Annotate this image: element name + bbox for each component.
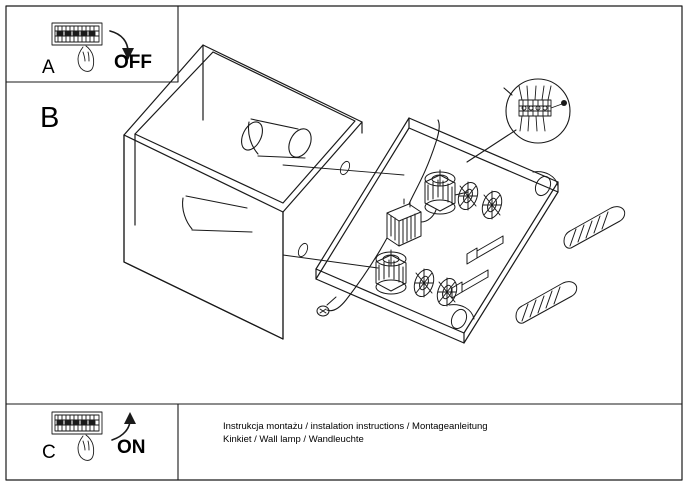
plate-screw <box>317 297 336 316</box>
arrow-up-on <box>112 412 136 440</box>
panel-b-letter: B <box>40 102 60 134</box>
wiring <box>327 120 439 311</box>
detail-terminal-zoom <box>519 86 567 131</box>
wall-plug-upper <box>564 207 625 249</box>
panel-a-state-label: OFF <box>114 52 152 73</box>
breaker-icon-off <box>52 23 102 45</box>
assembly-guide-lines <box>283 160 404 268</box>
lamp-shade-body <box>124 45 362 339</box>
hand-icon-off <box>78 46 94 71</box>
panel-c-letter: C <box>42 442 56 463</box>
panel-a-frame <box>6 6 178 82</box>
screw-upper <box>467 236 503 264</box>
washer-upper <box>455 180 481 212</box>
lamp-socket-upper <box>425 170 468 214</box>
panel-a-letter: A <box>42 57 55 78</box>
caption-line-2: Kinkiet / Wall lamp / Wandleuchte <box>223 434 364 445</box>
wall-plug-lower <box>516 282 577 324</box>
lamp-socket-lower <box>376 250 406 294</box>
screw-lower <box>452 270 488 298</box>
washer-lower <box>411 267 437 299</box>
panel-c-state-label: ON <box>117 437 146 458</box>
washer-upper-2 <box>479 189 505 221</box>
caption-line-1: Instrukcja montażu / instalation instructions / Montageanleitung <box>223 421 488 432</box>
hand-icon-on <box>78 435 94 460</box>
breaker-icon-on <box>52 412 102 434</box>
mounting-back-plate <box>316 118 558 343</box>
diffuser-tube <box>183 119 316 232</box>
terminal-block <box>387 199 421 246</box>
washer-lower-2 <box>434 276 460 308</box>
